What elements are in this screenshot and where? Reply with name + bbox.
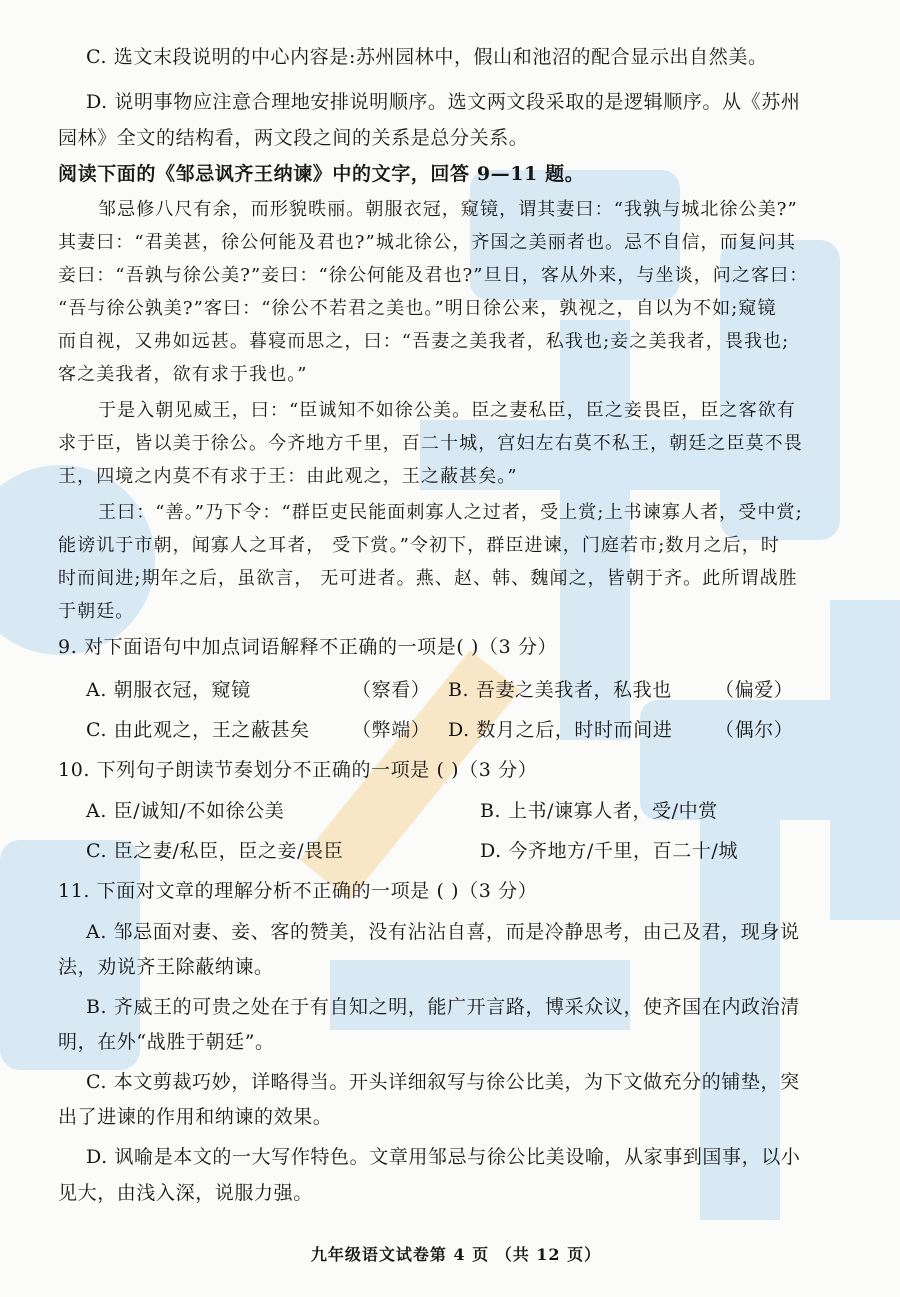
q11-stem: 11. 下面对文章的理解分析不正确的一项是 ( )（3 分） bbox=[58, 880, 538, 902]
passage-line: 于是入朝见威王，曰：“臣诚知不如徐公美。臣之妻私臣，臣之妾畏臣，臣之客欲有 bbox=[98, 400, 796, 421]
q10-stem: 10. 下列句子朗读节奏划分不正确的一项是 ( )（3 分） bbox=[58, 759, 538, 781]
q9-option-d-gloss: （偶尔） bbox=[715, 719, 794, 741]
page-footer: 九年级语文试卷第 4 页 （共 12 页） bbox=[310, 1245, 602, 1264]
q9-option-a[interactable]: A. 朝服衣冠，窥镜 bbox=[86, 679, 251, 701]
passage-line: 其妻曰：“君美甚，徐公何能及君也?”城北徐公，齐国之美丽者也。忌不自信，而复问其 bbox=[58, 232, 797, 253]
passage-line: 王曰：“善。”乃下令：“群臣吏民能面刺寡人之过者，受上赏;上书谏寡人者，受中赏; bbox=[98, 502, 803, 523]
q11-option-c-cont: 出了进谏的作用和纳谏的效果。 bbox=[58, 1106, 333, 1128]
q9-stem: 9. 对下面语句中加点词语解释不正确的一项是( )（3 分） bbox=[58, 636, 558, 658]
q11-option-c[interactable]: C. 本文剪裁巧妙，详略得当。开头详细叙写与徐公比美，为下文做充分的铺垫，突 bbox=[86, 1071, 800, 1093]
passage-line: 于朝廷。 bbox=[58, 601, 135, 622]
prev-option-d-line1: D. 说明事物应注意合理地安排说明顺序。选文两文段采取的是逻辑顺序。从《苏州 bbox=[86, 91, 801, 113]
q9-option-c[interactable]: C. 由此观之，王之蔽甚矣 bbox=[86, 719, 310, 741]
passage-line: 能谤讥于市朝，闻寡人之耳者， 受下赏。”令初下，群臣进谏，门庭若市;数月之后，时 bbox=[58, 535, 780, 556]
passage-line: 妾曰：“吾孰与徐公美?”妾曰：“徐公何能及君也?”旦日，客从外来，与坐谈，问之客曰： bbox=[58, 265, 809, 286]
passage-line: 邹忌修八尺有余，而形貌昳丽。朝服衣冠，窥镜，谓其妻曰：“我孰与城北徐公美?” bbox=[98, 199, 798, 220]
q10-option-c[interactable]: C. 臣之妻/私臣，臣之妾/畏臣 bbox=[86, 840, 344, 862]
q11-option-b[interactable]: B. 齐威王的可贵之处在于有自知之明，能广开言路，博采众议，使齐国在内政治清 bbox=[86, 996, 800, 1018]
q11-option-a-cont: 法，劝说齐王除蔽纳谏。 bbox=[58, 956, 274, 978]
q11-option-b-cont: 明，在外“战胜于朝廷”。 bbox=[58, 1031, 275, 1053]
q9-option-d[interactable]: D. 数月之后，时时而间进 bbox=[448, 719, 673, 741]
q9-option-b[interactable]: B. 吾妻之美我者，私我也 bbox=[448, 679, 672, 701]
passage-line: 客之美我者，欲有求于我也。” bbox=[58, 364, 308, 385]
q9-option-b-gloss: （偏爱） bbox=[715, 679, 794, 701]
reading-instruction: 阅读下面的《邹忌讽齐王纳谏》中的文字，回答 9—11 题。 bbox=[58, 163, 585, 185]
passage-line: 而自视，又弗如远甚。暮寝而思之，曰：“吾妻之美我者，私我也;妾之美我者，畏我也; bbox=[58, 331, 790, 352]
q11-option-d-cont: 见大，由浅入深，说服力强。 bbox=[58, 1182, 313, 1204]
q11-option-a[interactable]: A. 邹忌面对妻、妾、客的赞美，没有沾沾自喜，而是冷静思考，由己及君，现身说 bbox=[86, 921, 800, 943]
q9-option-a-gloss: （察看） bbox=[352, 679, 431, 701]
passage-line: “吾与徐公孰美?”客曰：“徐公不若君之美也。”明日徐公来，孰视之，自以为不如;窥镜 bbox=[58, 298, 777, 319]
passage-line: 求于臣，皆以美于徐公。今齐地方千里，百二十城，宫妇左右莫不私王，朝廷之臣莫不畏 bbox=[58, 433, 803, 454]
q10-option-a[interactable]: A. 臣/诚知/不如徐公美 bbox=[86, 800, 285, 822]
passage-line: 王，四境之内莫不有求于王：由此观之，王之蔽甚矣。” bbox=[58, 466, 518, 487]
q10-option-b[interactable]: B. 上书/谏寡人者，受/中赏 bbox=[480, 800, 718, 822]
prev-option-d-line2: 园林》全文的结构看，两文段之间的关系是总分关系。 bbox=[58, 127, 529, 149]
q9-option-c-gloss: （弊端） bbox=[352, 719, 431, 741]
q10-option-d[interactable]: D. 今齐地方/千里，百二十/城 bbox=[480, 840, 739, 862]
q11-option-d[interactable]: D. 讽喻是本文的一大写作特色。文章用邹忌与徐公比美设喻，从家事到国事，以小 bbox=[86, 1146, 801, 1168]
passage-line: 时而间进;期年之后，虽欲言， 无可进者。燕、赵、韩、魏闻之，皆朝于齐。此所谓战胜 bbox=[58, 568, 798, 589]
prev-option-c: C. 选文末段说明的中心内容是:苏州园林中，假山和池沼的配合显示出自然美。 bbox=[86, 46, 768, 68]
